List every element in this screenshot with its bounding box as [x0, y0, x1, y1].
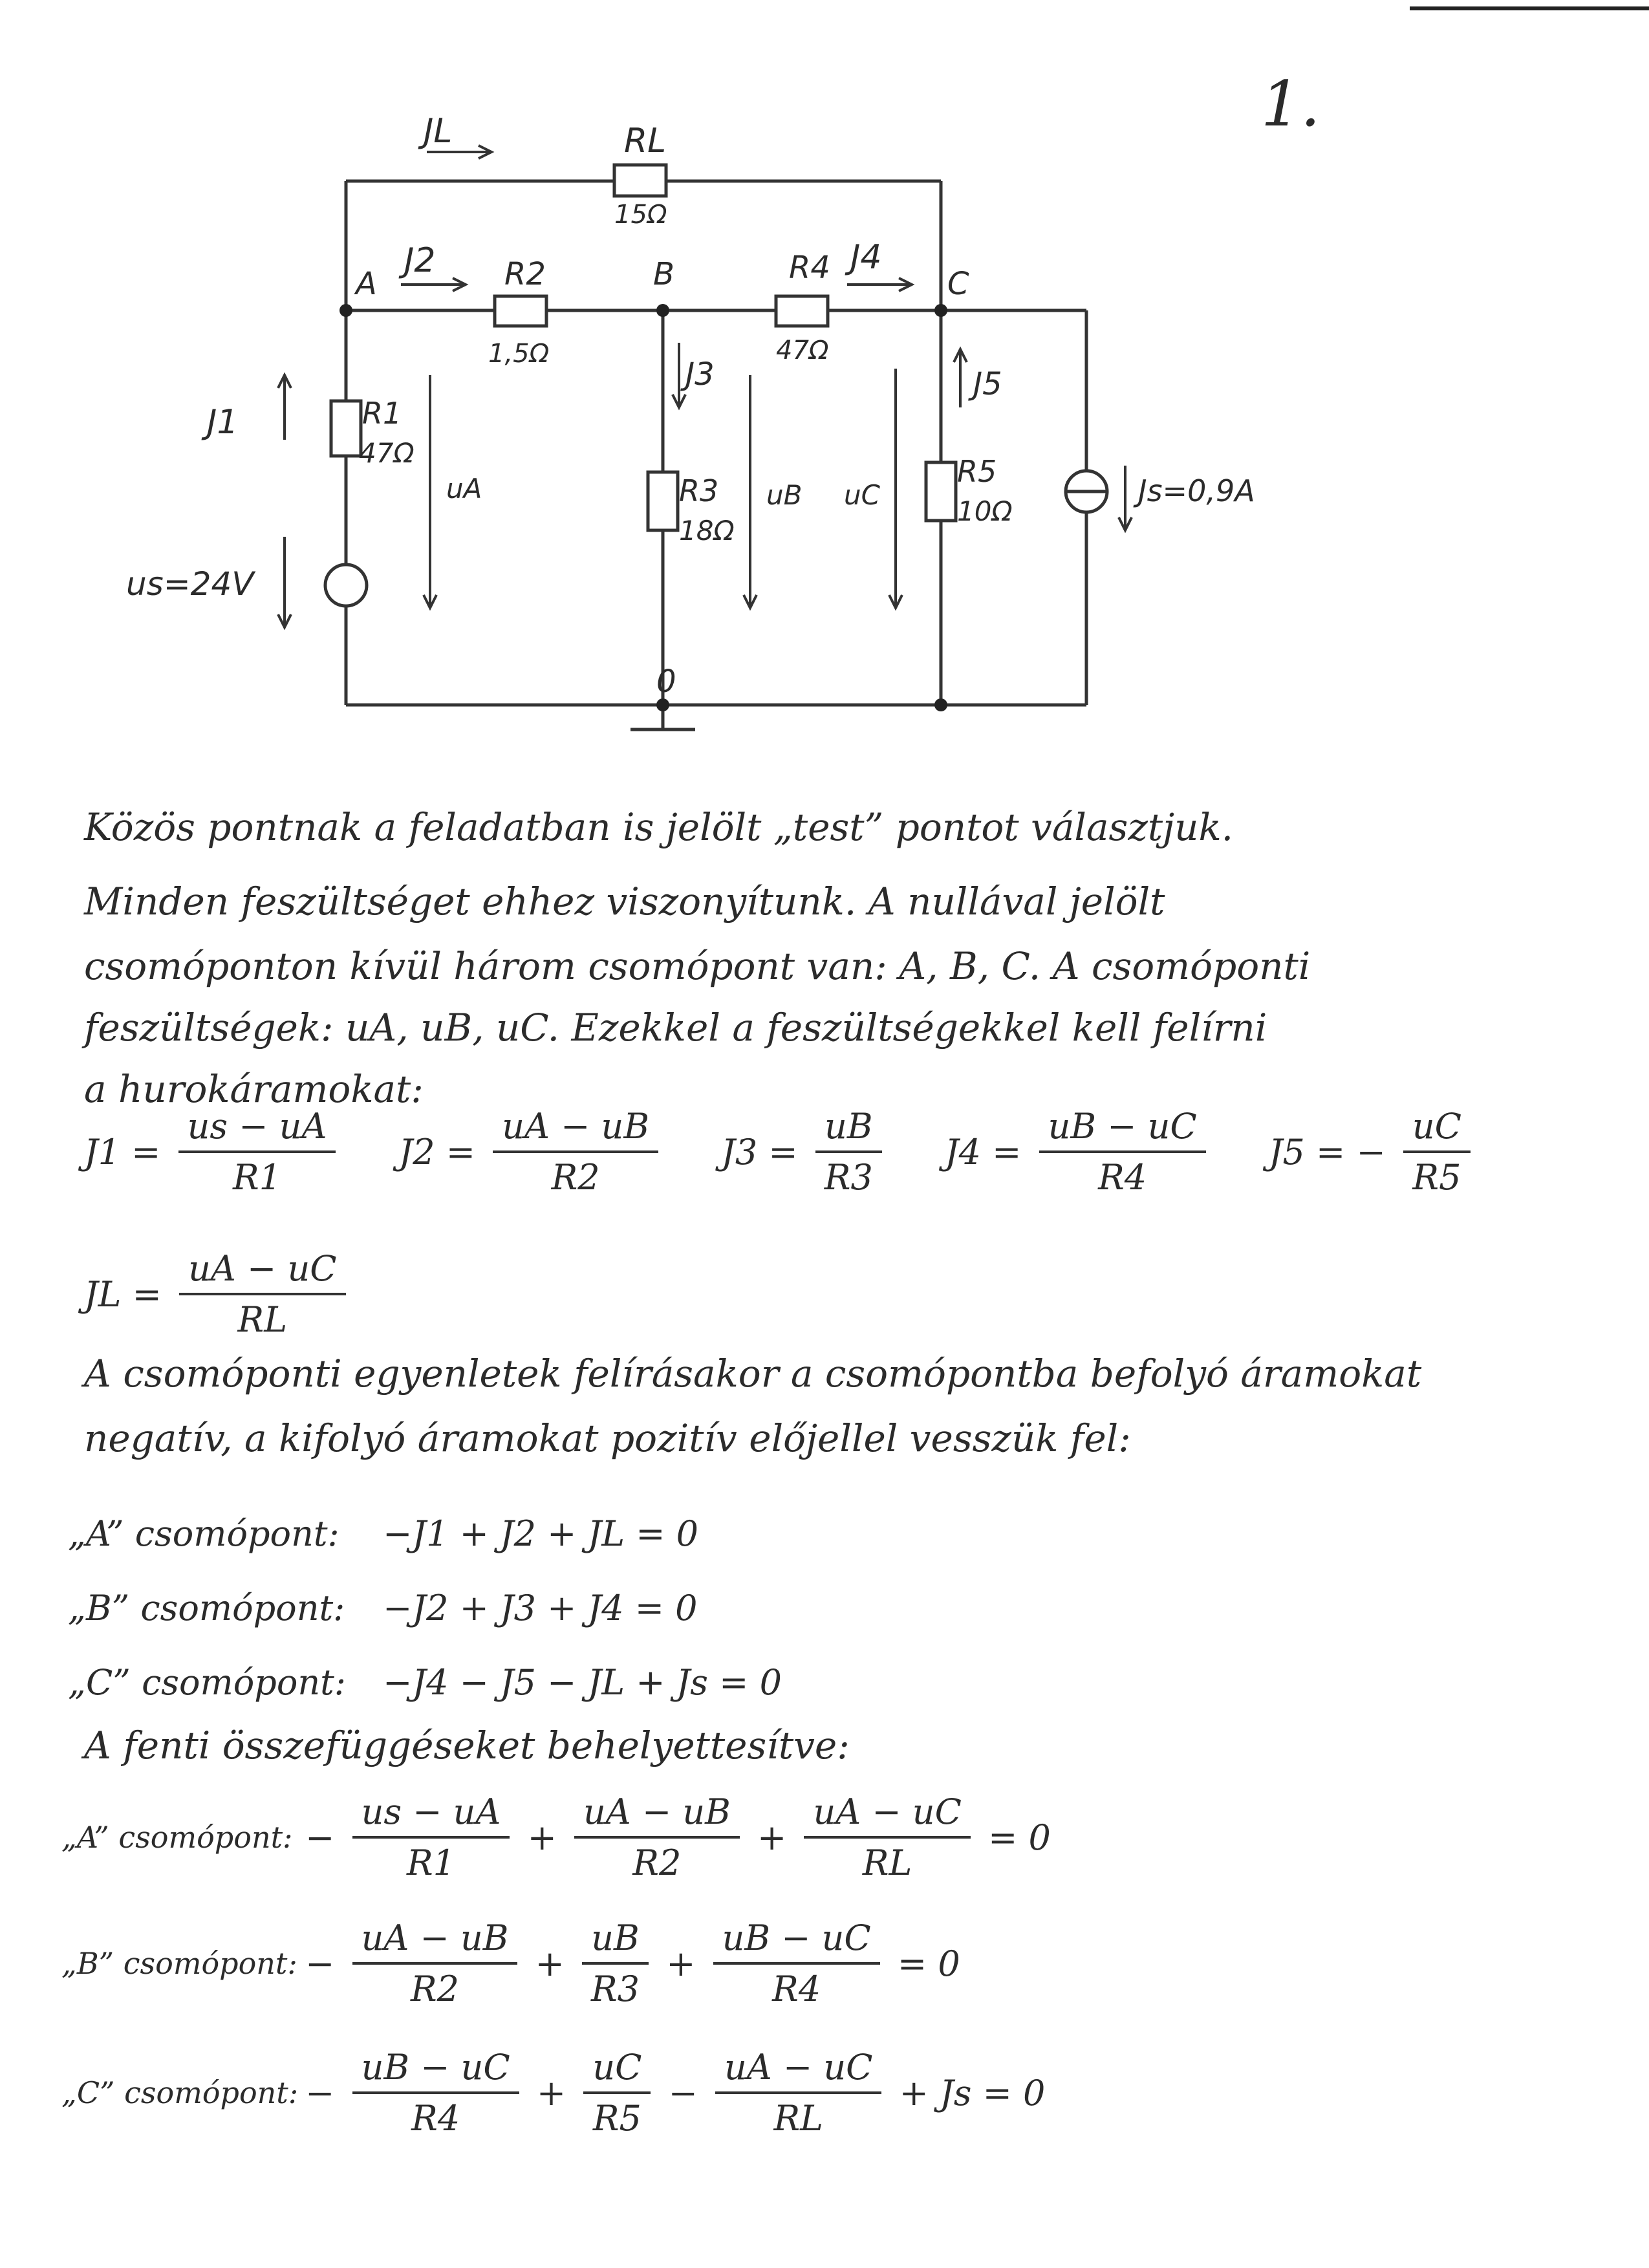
arrow-I1-icon — [278, 375, 291, 440]
label-I4: J4 — [850, 238, 882, 277]
I1-lhs: J1 = — [84, 1131, 161, 1172]
text-line-7: negatív, a kifolyó áramokat pozitív előjellel vesszük fel: — [84, 1416, 1131, 1460]
I3-lhs: J3 = — [721, 1131, 798, 1172]
label-R3: R3 — [679, 473, 719, 508]
label-R1-value: 47Ω — [359, 437, 415, 469]
subst-C-frac3: $\frac{uA - uC}{RL}$ — [715, 2047, 881, 2139]
arrow-I3-icon — [673, 343, 685, 407]
I1-fraction: $\frac{us - uA}{R1}$ — [178, 1106, 336, 1198]
resistor-R3 — [648, 472, 678, 530]
node-B-dot — [656, 304, 669, 317]
I5-fraction: $\frac{uC}{R5}$ — [1403, 1106, 1471, 1198]
arrow-I4-icon — [847, 278, 912, 291]
label-uB: uB — [766, 479, 803, 511]
text-line-2: Minden feszültséget ehhez viszonyítunk. A nullával jelölt — [84, 880, 1165, 923]
subst-A-tail: = 0 — [988, 1817, 1051, 1858]
subst-C-label: „C” csomópont: — [61, 2075, 299, 2110]
node-eq-B — [68, 1584, 698, 1628]
label-R4-value: 47Ω — [776, 336, 829, 365]
text-line-3: csomóponton kívül három csomópont van: A, B, C. A csomóponti — [84, 944, 1311, 988]
I2-fraction: $\frac{uA - uB}{R2}$ — [493, 1106, 658, 1198]
node-0-dot — [656, 698, 669, 711]
subst-B-tail: = 0 — [897, 1943, 960, 1984]
label-I2: J2 — [404, 241, 436, 280]
circuit-diagram — [0, 0, 1649, 776]
I4-lhs: J4 = — [944, 1131, 1022, 1172]
IL-lhs: JL = — [84, 1273, 162, 1315]
subst-A-frac1: $\frac{us - uA}{R1}$ — [352, 1791, 510, 1883]
resistor-R4 — [776, 296, 828, 326]
label-node-C: C — [947, 266, 969, 302]
arrow-us-icon — [278, 537, 291, 627]
subst-C-tail: + Js = 0 — [899, 2072, 1046, 2113]
resistor-R5 — [926, 462, 956, 521]
I4-fraction: $\frac{uB - uC}{R4}$ — [1039, 1106, 1206, 1198]
subst-C-frac2: $\frac{uC}{R5}$ — [583, 2047, 651, 2139]
subst-eq-A: „A” csomópont: − $\frac{us - uA}{R1}$ + $\frac{uA - uB}{R2}$ + $\frac{uA - uC}{RL}$ = 0 — [61, 1791, 1051, 1883]
label-us: us=24V — [126, 565, 254, 603]
node-bottom-dot — [934, 698, 947, 711]
resistor-R1 — [331, 401, 361, 456]
label-R2-value: 1,5Ω — [488, 339, 550, 369]
subst-A-frac3: $\frac{uA - uC}{RL}$ — [804, 1791, 970, 1883]
arrow-uC-icon — [889, 369, 902, 608]
arrow-uB-icon — [744, 375, 757, 608]
label-R5: R5 — [957, 454, 997, 489]
arrow-I2-icon — [401, 278, 466, 291]
subst-B-label: „B” csomópont: — [61, 1946, 297, 1981]
label-IL: JL — [424, 112, 453, 151]
label-R2: R2 — [504, 256, 546, 292]
text-line-5: a hurokáramokat: — [84, 1067, 424, 1111]
node-eq-C-label: „C” csomópont: — [68, 1661, 346, 1703]
resistor-RL — [614, 165, 666, 196]
text-line-4: feszültségek: uA, uB, uC. Ezekkel a feszültségekkel kell felírni — [84, 1006, 1267, 1050]
subst-A-frac2: $\frac{uA - uB}{R2}$ — [574, 1791, 740, 1883]
node-eq-B-eq: −J2 + J3 + J4 = 0 — [383, 1587, 698, 1628]
node-eq-C-eq: −J4 − J5 − JL + Js = 0 — [383, 1661, 782, 1703]
label-uC: uC — [844, 479, 880, 511]
label-I1: J1 — [207, 403, 239, 442]
label-node-A: A — [356, 266, 377, 302]
arrow-I5-icon — [954, 349, 967, 407]
node-eq-A — [68, 1510, 698, 1554]
subst-B-frac1: $\frac{uA - uB}{R2}$ — [352, 1917, 518, 2009]
label-I5: J5 — [973, 366, 1002, 402]
voltage-source-us — [325, 565, 367, 606]
node-A-dot — [339, 304, 352, 317]
label-R3-value: 18Ω — [679, 515, 735, 546]
current-formulas-row — [84, 1106, 1477, 1198]
IL-formula-row — [84, 1248, 352, 1340]
label-node-B: B — [653, 256, 674, 292]
I5-lhs: J5 = − — [1268, 1131, 1386, 1172]
label-Is: Js=0,9A — [1138, 473, 1255, 508]
label-RL-value: 15Ω — [614, 200, 667, 230]
node-eq-A-eq: −J1 + J2 + JL = 0 — [383, 1513, 699, 1554]
subst-C-frac1: $\frac{uB - uC}{R4}$ — [352, 2047, 519, 2139]
I3-fraction: $\frac{uB}{R3}$ — [815, 1106, 882, 1198]
label-R1: R1 — [362, 396, 402, 431]
IL-fraction: $\frac{uA - uC}{RL}$ — [179, 1248, 345, 1340]
subst-eq-C: „C” csomópont: − $\frac{uB - uC}{R4}$ + $\frac{uC}{R5}$ − $\frac{uA - uC}{RL}$ + Js = 0 — [61, 2047, 1046, 2139]
text-line-8: A fenti összefüggéseket behelyettesítve: — [84, 1723, 850, 1767]
node-eq-C — [68, 1659, 782, 1703]
node-C-dot — [934, 304, 947, 317]
subst-eq-B: „B” csomópont: − $\frac{uA - uB}{R2}$ + $\frac{uB}{R3}$ + $\frac{uB - uC}{R4}$ = 0 — [61, 1917, 960, 2009]
subst-B-frac3: $\frac{uB - uC}{R4}$ — [713, 1917, 880, 2009]
label-node-0: 0 — [656, 664, 676, 700]
page-number: 1. — [1261, 68, 1320, 140]
resistor-R2 — [495, 296, 546, 326]
node-eq-B-label: „B” csomópont: — [68, 1587, 345, 1628]
label-R5-value: 10Ω — [957, 495, 1013, 527]
label-R4: R4 — [789, 250, 830, 286]
node-eq-A-label: „A” csomópont: — [68, 1513, 339, 1554]
label-I3: J3 — [685, 356, 715, 393]
arrow-Is-icon — [1119, 466, 1132, 530]
label-uA: uA — [446, 473, 482, 504]
subst-B-frac2: $\frac{uB}{R3}$ — [582, 1917, 649, 2009]
subst-A-label: „A” csomópont: — [61, 1820, 293, 1855]
text-line-1: Közös pontnak a feladatban is jelölt „test” pontot választjuk. — [84, 805, 1234, 849]
arrow-uA-icon — [424, 375, 436, 608]
label-RL: RL — [624, 122, 667, 160]
text-line-6: A csomóponti egyenletek felírásakor a csomópontba befolyó áramokat — [84, 1352, 1422, 1396]
I2-lhs: J2 = — [398, 1131, 476, 1172]
